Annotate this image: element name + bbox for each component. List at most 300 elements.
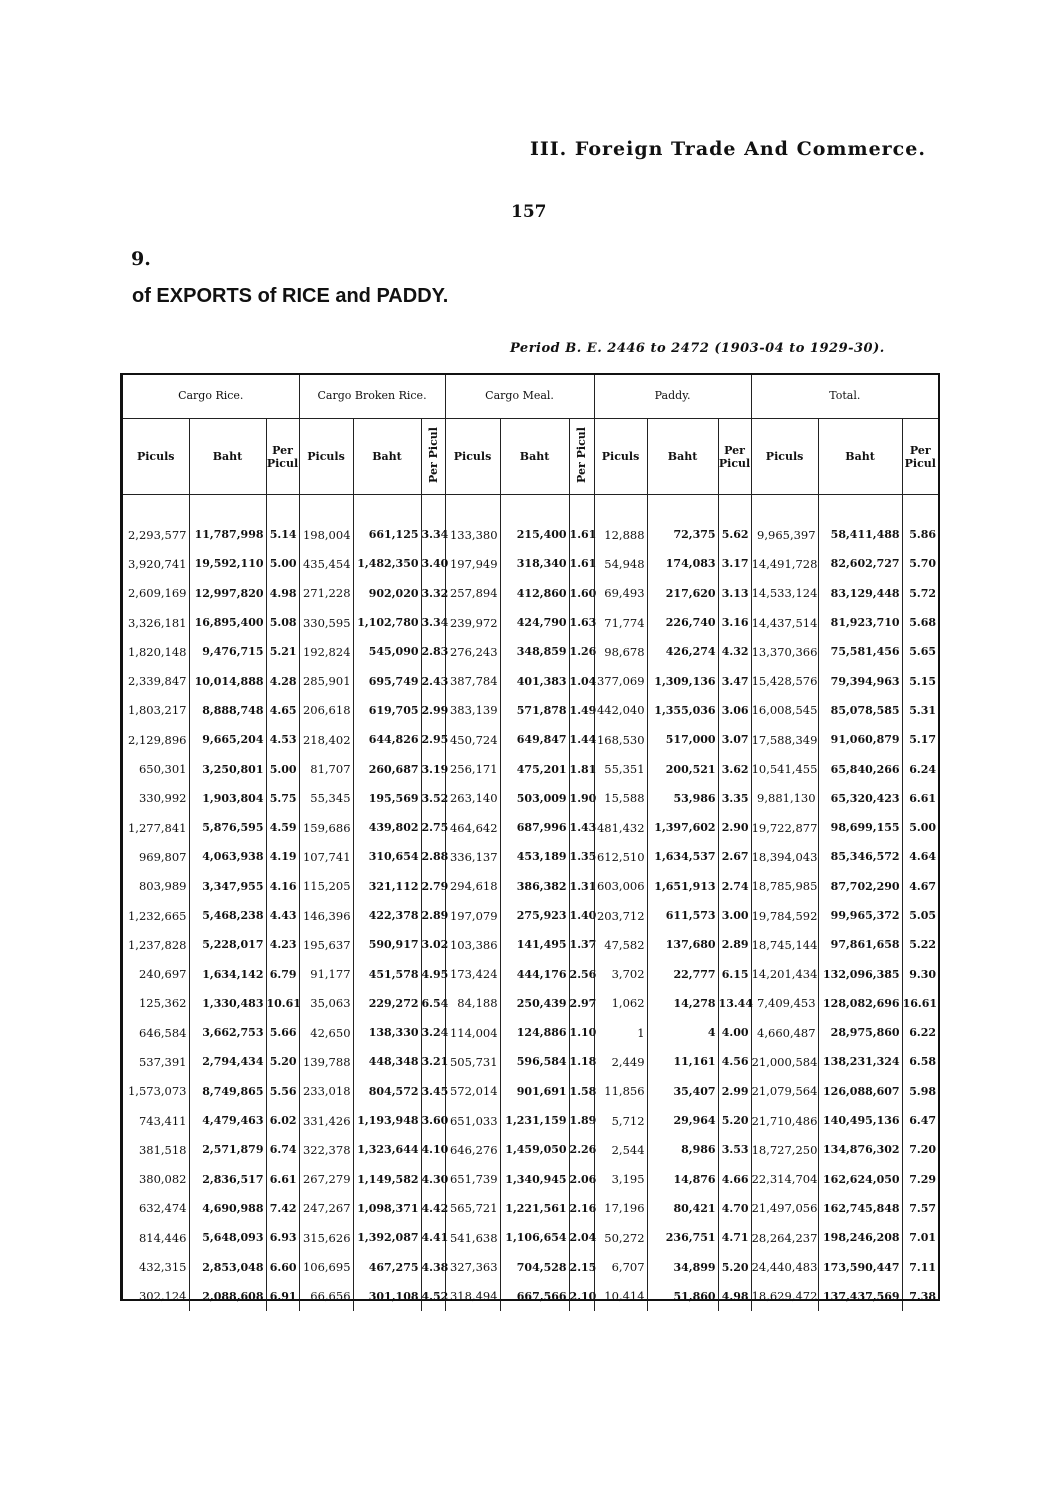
table-cell: 24,440,483 [751, 1252, 818, 1281]
section-title: III. Foreign Trade And Commerce. [530, 138, 926, 160]
table-cell: 5.86 [909, 528, 937, 542]
group-header: Paddy. [594, 373, 751, 419]
table-row [123, 608, 938, 637]
spacer-cell [647, 495, 718, 521]
table-cell: 81,923,710 [818, 608, 902, 637]
table-cell: 2.99 [718, 1077, 751, 1106]
table-cell: 71,774 [594, 608, 647, 637]
spacer-cell [421, 495, 445, 521]
table-cell: 58,411,488 [818, 520, 902, 549]
table-cell: 6.47 [909, 1114, 937, 1128]
table-cell: 3.34 [421, 608, 445, 637]
table-cell: 1.61 [569, 520, 594, 549]
table-cell: 330,595 [299, 608, 353, 637]
table-cell: 901,691 [500, 1077, 569, 1106]
table-row [123, 1252, 938, 1281]
table-cell: 6.54 [421, 989, 445, 1018]
table-cell: 18,785,985 [751, 872, 818, 901]
table-cell: 260,687 [353, 754, 421, 783]
table-cell: 611,573 [647, 901, 718, 930]
table-cell: 646,584 [123, 1018, 189, 1047]
table-cell: 28,264,237 [751, 1223, 818, 1252]
table-cell: 450,724 [445, 725, 500, 754]
exports-table [123, 373, 938, 1311]
table-cell: 1.90 [569, 784, 594, 813]
table-cell: 9,665,204 [189, 725, 266, 754]
table-cell: 13.44 [718, 989, 751, 1018]
table-row [123, 1282, 938, 1311]
table-cell: 5.62 [718, 520, 751, 549]
table-cell: 1,231,159 [500, 1106, 569, 1135]
table-cell: 6.91 [266, 1282, 299, 1311]
table-cell: 4.59 [266, 813, 299, 842]
table-cell: 14,491,728 [751, 549, 818, 578]
table-cell: 50,272 [594, 1223, 647, 1252]
table-cell: 29,964 [647, 1106, 718, 1135]
table-cell: 19,722,877 [751, 813, 818, 842]
table-cell: 2.67 [718, 842, 751, 871]
table-cell: 1.44 [569, 725, 594, 754]
table-cell: 814,446 [123, 1223, 189, 1252]
table-cell: 106,695 [299, 1252, 353, 1281]
table-cell: 3.35 [718, 784, 751, 813]
table-row [123, 1047, 938, 1076]
table-cell: 146,396 [299, 901, 353, 930]
table-row [123, 666, 938, 695]
table-cell: 85,346,572 [818, 842, 902, 871]
table-cell: 442,040 [594, 696, 647, 725]
table-cell: 3.07 [718, 725, 751, 754]
table-cell: 1.31 [569, 872, 594, 901]
table-cell: 3.47 [718, 666, 751, 695]
table-cell: 969,807 [123, 842, 189, 871]
table-cell: 3.32 [421, 579, 445, 608]
table-cell: 646,276 [445, 1135, 500, 1164]
table-cell: 137,437,569 [818, 1282, 902, 1311]
table-cell: 1,651,913 [647, 872, 718, 901]
table-cell: 3.17 [718, 549, 751, 578]
table-cell: 2.97 [569, 989, 594, 1018]
table-cell: 7.42 [266, 1194, 299, 1223]
table-cell: 8,749,865 [189, 1077, 266, 1106]
table-cell: 7.57 [909, 1201, 937, 1215]
group-header: Cargo Rice. [123, 373, 299, 419]
table-cell: 1.60 [569, 579, 594, 608]
table-cell: 65,320,423 [818, 784, 902, 813]
table-cell: 2.06 [569, 1165, 594, 1194]
table-cell: 21,497,056 [751, 1194, 818, 1223]
group-header-row [123, 373, 938, 419]
table-cell: 743,411 [123, 1106, 189, 1135]
table-number: 9. [131, 248, 151, 270]
table-cell: 256,171 [445, 754, 500, 783]
table-cell: 14,278 [647, 989, 718, 1018]
table-cell: 2.04 [569, 1223, 594, 1252]
table-cell: 2,544 [594, 1135, 647, 1164]
table-cell: 126,088,607 [818, 1077, 902, 1106]
table-cell: 5.05 [909, 909, 937, 922]
table-cell: 4.98 [718, 1282, 751, 1311]
table-cell: 10,014,888 [189, 666, 266, 695]
table-cell: 667,566 [500, 1282, 569, 1311]
table-cell: 3.62 [718, 754, 751, 783]
table-cell: 3.21 [421, 1047, 445, 1076]
table-cell: 1.49 [569, 696, 594, 725]
table-cell: 19,592,110 [189, 549, 266, 578]
table-cell: 4.52 [421, 1282, 445, 1311]
table-cell: 2.95 [421, 725, 445, 754]
table-cell: 10,541,455 [751, 754, 818, 783]
table-cell: 1.26 [569, 637, 594, 666]
table-cell: 19,784,592 [751, 901, 818, 930]
table-cell: 28,975,860 [818, 1018, 902, 1047]
table-cell: 8,986 [647, 1135, 718, 1164]
table-cell: 5.70 [909, 557, 937, 571]
table-cell: 103,386 [445, 930, 500, 959]
table-cell: 3,662,753 [189, 1018, 266, 1047]
table-cell: 481,432 [594, 813, 647, 842]
table-cell: 3.40 [421, 549, 445, 578]
table-cell: 6.02 [266, 1106, 299, 1135]
table-cell: 1,634,142 [189, 959, 266, 988]
table-row [123, 1135, 938, 1164]
table-cell: 1.43 [569, 813, 594, 842]
table-cell: 327,363 [445, 1252, 500, 1281]
table-row [123, 696, 938, 725]
table-cell: 565,721 [445, 1194, 500, 1223]
table-cell: 644,826 [353, 725, 421, 754]
table-cell: 1,323,644 [353, 1135, 421, 1164]
table-cell: 401,383 [500, 666, 569, 695]
table-cell: 4.95 [421, 959, 445, 988]
table-cell: 3.24 [421, 1018, 445, 1047]
table-cell: 21,000,584 [751, 1047, 818, 1076]
table-cell: 381,518 [123, 1135, 189, 1164]
table-cell: 1,397,602 [647, 813, 718, 842]
period-label: Period B. E. 2446 to 2472 (1903-04 to 1929-30). [510, 341, 885, 356]
spacer-cell [751, 495, 818, 521]
table-cell: 236,751 [647, 1223, 718, 1252]
table-cell: 4.67 [909, 879, 937, 893]
table-cell: 6.61 [909, 791, 937, 805]
table-cell: 1.81 [569, 754, 594, 783]
table-cell: 2.16 [569, 1194, 594, 1223]
table-cell: 206,618 [299, 696, 353, 725]
column-header: Baht [353, 419, 421, 495]
table-cell: 5.72 [909, 586, 937, 600]
table-cell: 91,060,879 [818, 725, 902, 754]
table-cell: 1,309,136 [647, 666, 718, 695]
table-cell: 5.17 [909, 733, 937, 747]
table-cell: 229,272 [353, 989, 421, 1018]
table-cell: 5,876,595 [189, 813, 266, 842]
column-header: Baht [818, 419, 902, 495]
table-cell: 141,495 [500, 930, 569, 959]
table-cell: 310,654 [353, 842, 421, 871]
table-cell: 240,697 [123, 959, 189, 988]
spacer-cell [266, 495, 299, 521]
table-cell: 2.90 [718, 813, 751, 842]
table-cell: 1.58 [569, 1077, 594, 1106]
table-cell: 444,176 [500, 959, 569, 988]
table-cell: 572,014 [445, 1077, 500, 1106]
table-cell: 174,083 [647, 549, 718, 578]
table-cell: 2.83 [421, 637, 445, 666]
table-cell: 1,237,828 [123, 930, 189, 959]
column-header: Per Picul [902, 419, 938, 495]
table-cell: 331,426 [299, 1106, 353, 1135]
table-cell: 3.19 [421, 754, 445, 783]
table-cell: 3,347,955 [189, 872, 266, 901]
table-cell: 5.98 [909, 1084, 937, 1098]
table-cell: 387,784 [445, 666, 500, 695]
table-cell: 426,274 [647, 637, 718, 666]
table-cell: 6.93 [266, 1223, 299, 1252]
table-cell: 2.79 [421, 872, 445, 901]
table-cell: 1,392,087 [353, 1223, 421, 1252]
table-cell: 168,530 [594, 725, 647, 754]
table-cell: 140,495,136 [818, 1106, 902, 1135]
table-row [123, 959, 938, 988]
group-header: Cargo Meal. [445, 373, 594, 419]
table-cell: 80,421 [647, 1194, 718, 1223]
table-cell: 453,189 [500, 842, 569, 871]
table-cell: 1,634,537 [647, 842, 718, 871]
table-cell: 54,948 [594, 549, 647, 578]
table-cell: 1.40 [569, 901, 594, 930]
table-cell: 15,428,576 [751, 666, 818, 695]
table-cell: 271,228 [299, 579, 353, 608]
spacer-cell [902, 495, 938, 521]
table-cell: 14,201,434 [751, 959, 818, 988]
table-cell: 424,790 [500, 608, 569, 637]
table-cell: 55,345 [299, 784, 353, 813]
table-cell: 247,267 [299, 1194, 353, 1223]
table-cell: 79,394,963 [818, 666, 902, 695]
table-header [123, 373, 938, 495]
table-row [123, 1106, 938, 1135]
table-cell: 5.68 [909, 616, 937, 630]
table-cell: 162,745,848 [818, 1194, 902, 1223]
table-cell: 804,572 [353, 1077, 421, 1106]
table-cell: 239,972 [445, 608, 500, 637]
column-header: Piculs [445, 419, 500, 495]
column-header: Per Picul [718, 419, 751, 495]
table-cell: 5.31 [909, 703, 937, 717]
table-cell: 2.74 [718, 872, 751, 901]
column-header: Piculs [751, 419, 818, 495]
table-cell: 65,840,266 [818, 754, 902, 783]
table-cell: 6,707 [594, 1252, 647, 1281]
column-header: Baht [500, 419, 569, 495]
table-row [123, 1165, 938, 1194]
table-cell: 82,602,727 [818, 549, 902, 578]
table-cell: 4.19 [266, 842, 299, 871]
table-row [123, 930, 938, 959]
column-header: Per Picul [266, 419, 299, 495]
table-cell: 2.10 [569, 1282, 594, 1311]
group-header: Cargo Broken Rice. [299, 373, 445, 419]
table-cell: 4.41 [421, 1223, 445, 1252]
table-cell: 7.01 [909, 1231, 937, 1245]
table-cell: 6.24 [909, 762, 937, 776]
table-row [123, 725, 938, 754]
table-row [123, 989, 938, 1018]
table-cell: 4.64 [909, 850, 937, 864]
table-cell: 87,702,290 [818, 872, 902, 901]
table-cell: 15,588 [594, 784, 647, 813]
table-cell: 661,125 [353, 520, 421, 549]
table-cell: 257,894 [445, 579, 500, 608]
table-cell: 35,063 [299, 989, 353, 1018]
spacer-cell [718, 495, 751, 521]
table-cell: 2.56 [569, 959, 594, 988]
table-cell: 1,482,350 [353, 549, 421, 578]
table-cell: 6.22 [909, 1026, 937, 1040]
table-cell: 4.23 [266, 930, 299, 959]
table-cell: 1,903,804 [189, 784, 266, 813]
table-cell: 4.00 [718, 1018, 751, 1047]
table-cell: 9,476,715 [189, 637, 266, 666]
table-cell: 651,033 [445, 1106, 500, 1135]
table-cell: 4,690,988 [189, 1194, 266, 1223]
table-cell: 198,004 [299, 520, 353, 549]
table-cell: 4.66 [718, 1165, 751, 1194]
table-cell: 138,231,324 [818, 1047, 902, 1076]
table-cell: 5.56 [266, 1077, 299, 1106]
table-cell: 1,221,561 [500, 1194, 569, 1223]
table-cell: 98,678 [594, 637, 647, 666]
table-cell: 215,400 [500, 520, 569, 549]
table-cell: 545,090 [353, 637, 421, 666]
table-title: of EXPORTS of RICE and PADDY. [132, 285, 449, 307]
table-cell: 336,137 [445, 842, 500, 871]
table-cell: 4.10 [421, 1135, 445, 1164]
column-header: Piculs [299, 419, 353, 495]
table-cell: 47,582 [594, 930, 647, 959]
table-row [123, 549, 938, 578]
table-row [123, 901, 938, 930]
table-cell: 138,330 [353, 1018, 421, 1047]
table-cell: 5.15 [909, 674, 937, 688]
table-cell: 10,414 [594, 1282, 647, 1311]
table-cell: 4,479,463 [189, 1106, 266, 1135]
table-cell: 197,079 [445, 901, 500, 930]
table-cell: 139,788 [299, 1047, 353, 1076]
table-cell: 5.66 [266, 1018, 299, 1047]
table-cell: 435,454 [299, 549, 353, 578]
table-cell: 517,000 [647, 725, 718, 754]
table-cell: 4.56 [718, 1047, 751, 1076]
table-cell: 115,205 [299, 872, 353, 901]
table-cell: 1,062 [594, 989, 647, 1018]
table-cell: 11,161 [647, 1047, 718, 1076]
table-row [123, 1194, 938, 1223]
spacer-cell [569, 495, 594, 521]
column-header: Per Picul [421, 419, 445, 495]
table-cell: 192,824 [299, 637, 353, 666]
table-cell: 5.20 [266, 1047, 299, 1076]
table-cell: 9.30 [909, 967, 937, 981]
table-cell: 14,533,124 [751, 579, 818, 608]
table-cell: 162,624,050 [818, 1165, 902, 1194]
table-cell: 233,018 [299, 1077, 353, 1106]
table-cell: 1.04 [569, 666, 594, 695]
table-row [123, 1223, 938, 1252]
table-cell: 6.79 [266, 959, 299, 988]
table-cell: 330,992 [123, 784, 189, 813]
table-cell: 5,228,017 [189, 930, 266, 959]
table-cell: 195,569 [353, 784, 421, 813]
table-cell: 134,876,302 [818, 1135, 902, 1164]
table-cell: 1,193,948 [353, 1106, 421, 1135]
table-cell: 173,424 [445, 959, 500, 988]
table-cell: 81,707 [299, 754, 353, 783]
table-cell: 386,382 [500, 872, 569, 901]
table-cell: 590,917 [353, 930, 421, 959]
table-cell: 1,106,654 [500, 1223, 569, 1252]
table-cell: 285,901 [299, 666, 353, 695]
column-header: Baht [647, 419, 718, 495]
table-cell: 4.65 [266, 696, 299, 725]
table-cell: 3.34 [421, 520, 445, 549]
table-cell: 84,188 [445, 989, 500, 1018]
table-cell: 537,391 [123, 1047, 189, 1076]
table-cell: 451,578 [353, 959, 421, 988]
table-cell: 380,082 [123, 1165, 189, 1194]
table-cell: 315,626 [299, 1223, 353, 1252]
table-cell: 3.00 [718, 901, 751, 930]
table-cell: 5.00 [266, 549, 299, 578]
table-cell: 2.26 [569, 1135, 594, 1164]
table-cell: 6.15 [718, 959, 751, 988]
table-cell: 137,680 [647, 930, 718, 959]
table-cell: 7.29 [909, 1172, 937, 1186]
table-cell: 2,088,608 [189, 1282, 266, 1311]
table-cell: 704,528 [500, 1252, 569, 1281]
table-cell: 21,079,564 [751, 1077, 818, 1106]
table-cell: 275,923 [500, 901, 569, 930]
table-row [123, 872, 938, 901]
table-cell: 4.71 [718, 1223, 751, 1252]
table-cell: 1.10 [569, 1018, 594, 1047]
table-cell: 3.52 [421, 784, 445, 813]
table-cell: 3.16 [718, 608, 751, 637]
table-cell: 16,895,400 [189, 608, 266, 637]
table-cell: 125,362 [123, 989, 189, 1018]
table-cell: 2,853,048 [189, 1252, 266, 1281]
table-cell: 198,246,208 [818, 1223, 902, 1252]
table-cell: 9,881,130 [751, 784, 818, 813]
table-cell: 651,739 [445, 1165, 500, 1194]
table-cell: 5.65 [909, 645, 937, 659]
table-cell: 5.14 [266, 520, 299, 549]
table-row [123, 579, 938, 608]
table-cell: 132,096,385 [818, 959, 902, 988]
table-cell: 2,836,517 [189, 1165, 266, 1194]
table-cell: 4,063,938 [189, 842, 266, 871]
table-row [123, 754, 938, 783]
table-cell: 294,618 [445, 872, 500, 901]
table-row [123, 520, 938, 549]
page-number: 157 [511, 202, 547, 222]
table-cell: 475,201 [500, 754, 569, 783]
table-cell: 318,494 [445, 1282, 500, 1311]
table-cell: 1,149,582 [353, 1165, 421, 1194]
table-cell: 1.89 [569, 1106, 594, 1135]
table-cell: 12,888 [594, 520, 647, 549]
table-cell: 321,112 [353, 872, 421, 901]
